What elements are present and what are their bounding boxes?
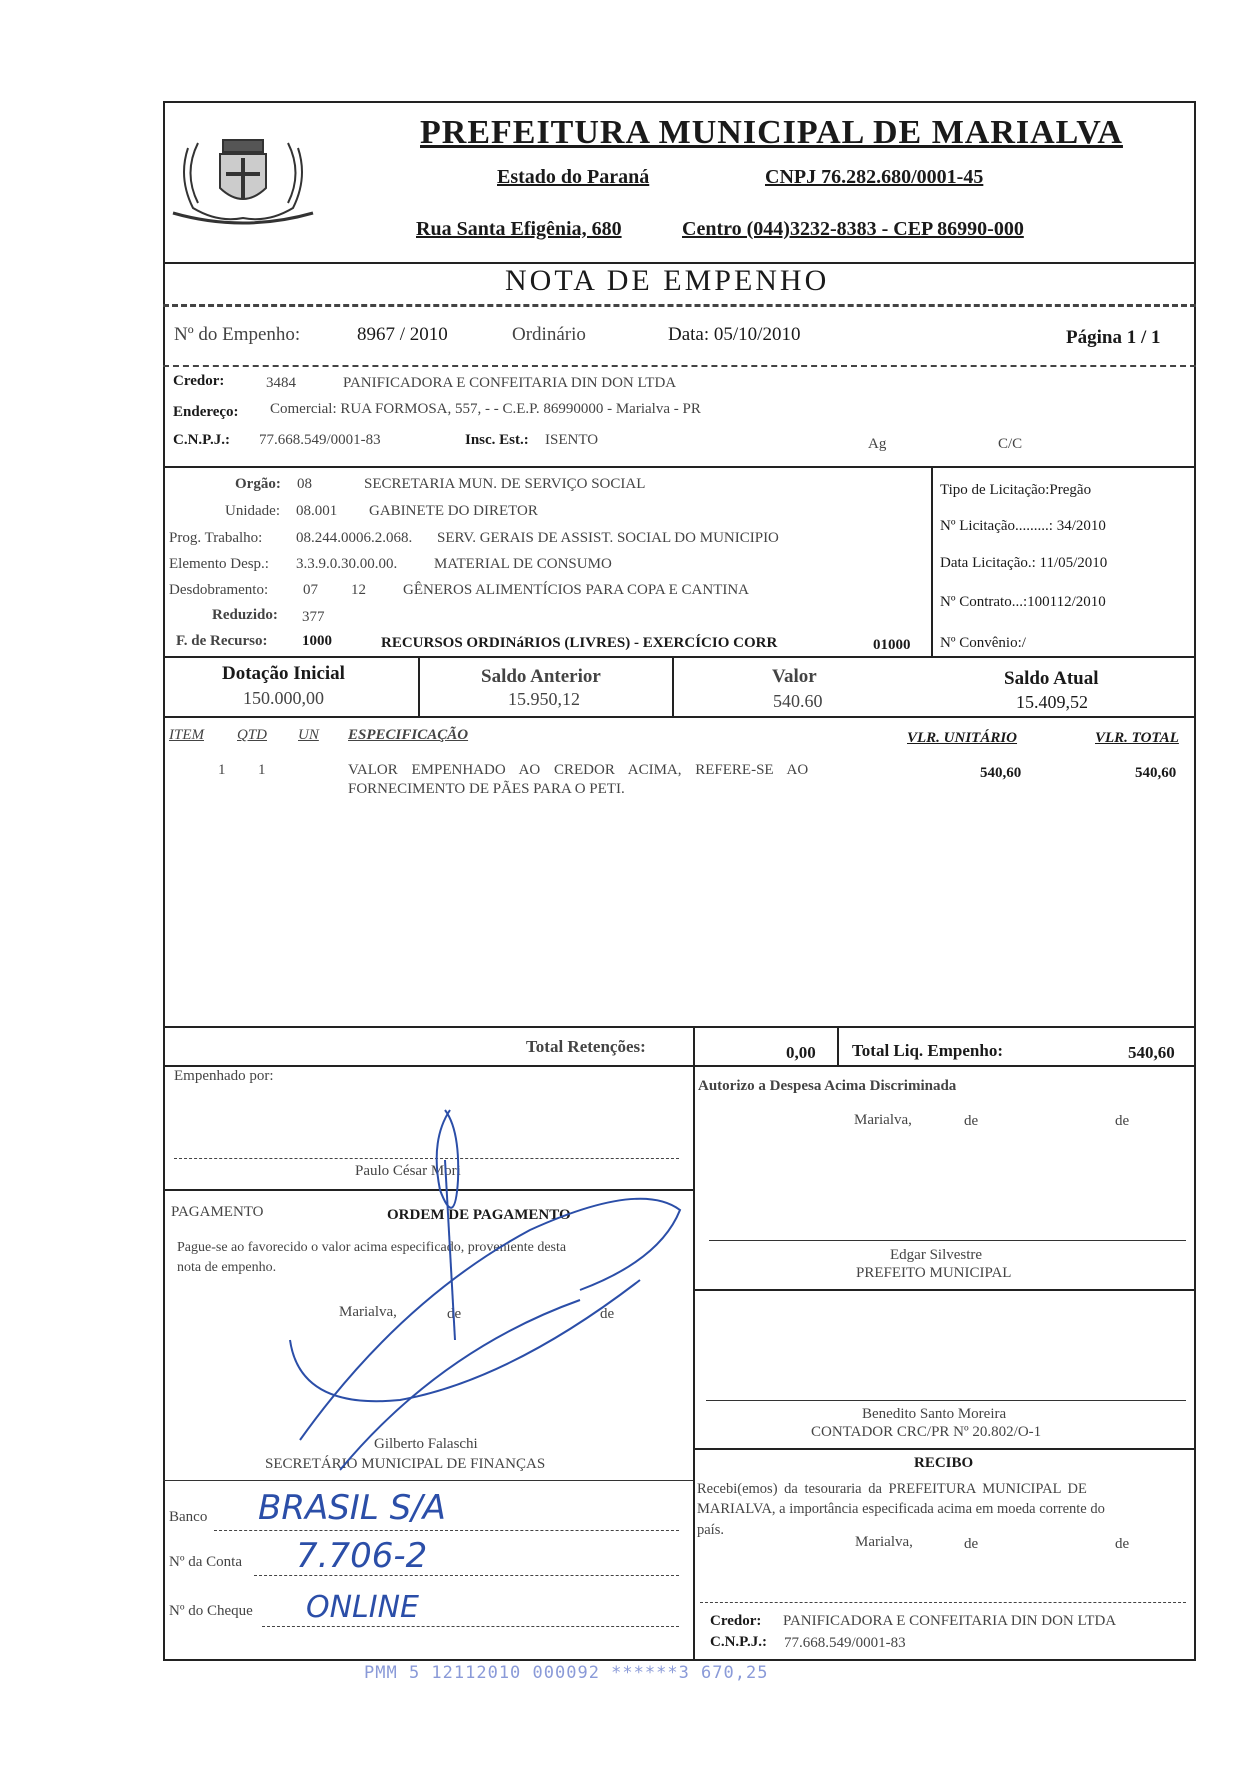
signature-scribble-icon: [280, 1100, 700, 1480]
credor-address: Comercial: RUA FORMOSA, 557, - - C.E.P. 86990000 - Marialva - PR: [270, 401, 701, 417]
total-liquido-value: 540,60: [1128, 1043, 1175, 1062]
row-qtd: 1: [258, 762, 266, 778]
ordem-pagamento-title: ORDEM DE PAGAMENTO: [387, 1207, 571, 1223]
saldo-atual-label: Saldo Atual: [1004, 668, 1099, 689]
licitacao-numero: Nº Licitação.........: 34/2010: [940, 518, 1106, 534]
pague-text-line1: Pague-se ao favorecido o valor acima especificado, proveniente desta: [177, 1240, 567, 1255]
prog-code: 08.244.0006.2.068.: [296, 530, 413, 546]
signatory-4-role: CONTADOR CRC/PR Nº 20.802/O-1: [811, 1424, 1042, 1440]
prog-name: SERV. GERAIS DE ASSIST. SOCIAL DO MUNICIPIO: [437, 530, 779, 546]
reduzido-label: Reduzido:: [212, 607, 278, 623]
licitacao-tipo: Tipo de Licitação:Pregão: [940, 482, 1092, 498]
page-number: Página 1 / 1: [1066, 327, 1161, 348]
row-desc-line2: FORNECIMENTO DE PÃES PARA O PETI.: [348, 781, 625, 797]
saldo-anterior-label: Saldo Anterior: [481, 666, 601, 687]
elemento-code: 3.3.9.0.30.00.00.: [296, 556, 398, 572]
signatory-1-name: Paulo César Mori: [355, 1163, 461, 1179]
authorization-de-2: de: [1115, 1113, 1130, 1129]
credor-name: PANIFICADORA E CONFEITARIA DIN DON LTDA: [343, 375, 677, 391]
col-un: UN: [298, 727, 319, 743]
payment-de-1: de: [447, 1306, 462, 1322]
col-vlr-unitario: VLR. UNITÁRIO: [907, 730, 1018, 746]
empenho-type: Ordinário: [512, 324, 586, 345]
saldo-atual-value: 15.409,52: [1016, 692, 1088, 712]
recibo-text-line1: Recebi(emos) da tesouraria da PREFEITURA MUNICIPAL DE: [697, 1481, 1087, 1497]
empenho-number: 8967 / 2010: [357, 324, 448, 345]
unidade-name: GABINETE DO DIRETOR: [369, 503, 538, 519]
credor-label: Credor:: [173, 373, 225, 389]
orgao-code: 08: [297, 476, 312, 492]
signatory-2-name: Gilberto Falaschi: [374, 1436, 478, 1452]
desdobramento-b: 12: [351, 582, 366, 598]
signatory-3-role: PREFEITO MUNICIPAL: [856, 1265, 1012, 1281]
bank-agency-label: Ag: [868, 436, 887, 452]
recibo-text-line3: país.: [697, 1522, 724, 1538]
header-cnpj: CNPJ 76.282.680/0001-45: [765, 166, 984, 188]
fonte-number: 01000: [873, 637, 911, 653]
document-title: NOTA DE EMPENHO: [505, 264, 830, 297]
fonte-code: 1000: [302, 633, 332, 649]
recibo-city: Marialva,: [855, 1534, 913, 1550]
payment-de-2: de: [600, 1306, 615, 1322]
desdobramento-name: GÊNEROS ALIMENTÍCIOS PARA COPA E CANTINA: [403, 582, 750, 598]
unidade-label: Unidade:: [225, 503, 280, 519]
state-name: Estado do Paraná: [497, 166, 650, 188]
autorizo-label: Autorizo a Despesa Acima Discriminada: [698, 1078, 957, 1094]
fonte-name: RECURSOS ORDINáRIOS (LIVRES) - EXERCÍCIO CORR: [381, 635, 778, 651]
col-vlr-total: VLR. TOTAL: [1095, 730, 1179, 746]
signatory-4-name: Benedito Santo Moreira: [862, 1406, 1007, 1422]
cnpj-label: C.N.P.J.:: [173, 432, 230, 448]
row-unit-value: 540,60: [980, 765, 1022, 781]
unidade-code: 08.001: [296, 503, 338, 519]
desdobramento-label: Desdobramento:: [169, 582, 269, 598]
row-desc-line1: VALOR EMPENHADO AO CREDOR ACIMA, REFERE-SE AO: [348, 762, 809, 778]
row-total-value: 540,60: [1135, 765, 1177, 781]
orgao-name: SECRETARIA MUN. DE SERVIÇO SOCIAL: [364, 476, 646, 492]
valor-label: Valor: [772, 666, 817, 687]
total-liquido-label: Total Liq. Empenho:: [852, 1041, 1003, 1060]
recibo-cnpj-label: C.N.P.J.:: [710, 1634, 767, 1650]
prog-label: Prog. Trabalho:: [169, 530, 263, 546]
recibo-title: RECIBO: [914, 1455, 974, 1471]
payment-city: Marialva,: [339, 1304, 397, 1320]
signatory-2-role: SECRETÁRIO MUNICIPAL DE FINANÇAS: [265, 1456, 546, 1472]
authorization-city: Marialva,: [854, 1112, 912, 1128]
col-qtd: QTD: [237, 727, 268, 743]
fonte-label: F. de Recurso:: [176, 633, 268, 649]
recibo-credor-label: Credor:: [710, 1613, 762, 1629]
dotacao-inicial-value: 150.000,00: [243, 688, 324, 708]
empenho-number-label: Nº do Empenho:: [174, 324, 301, 345]
valor-value: 540.60: [773, 691, 823, 711]
page-title: PREFEITURA MUNICIPAL DE MARIALVA: [420, 114, 1123, 151]
credor-code: 3484: [266, 375, 296, 391]
recibo-de-2: de: [1115, 1536, 1130, 1552]
col-especificacao: ESPECIFICAÇÃO: [348, 727, 469, 743]
conta-handwritten: 7.706-2: [296, 1536, 428, 1576]
bank-account-label: C/C: [998, 436, 1023, 452]
pague-text-line2: nota de empenho.: [177, 1260, 277, 1275]
insc-label: Insc. Est.:: [465, 432, 529, 448]
recibo-text-line2: MARIALVA, a importância especificada acima em moeda corrente do: [697, 1501, 1105, 1517]
cheque-label: Nº do Cheque: [169, 1603, 253, 1619]
cheque-handwritten: ONLINE: [306, 1590, 420, 1625]
dotacao-inicial-label: Dotação Inicial: [222, 663, 345, 684]
credor-insc: ISENTO: [545, 432, 599, 448]
empenhado-por-label: Empenhado por:: [174, 1068, 274, 1084]
banco-handwritten: BRASIL S/A: [258, 1488, 446, 1528]
licitacao-contrato: Nº Contrato...:100112/2010: [940, 594, 1106, 610]
pagamento-label: PAGAMENTO: [171, 1204, 264, 1220]
credor-cnpj: 77.668.549/0001-83: [259, 432, 381, 448]
header-phone-cep: Centro (044)3232-8383 - CEP 86990-000: [682, 218, 1024, 240]
coat-of-arms-icon: [168, 118, 318, 228]
elemento-label: Elemento Desp.:: [169, 556, 269, 572]
recibo-cnpj: 77.668.549/0001-83: [784, 1635, 906, 1651]
banco-label: Banco: [169, 1509, 208, 1525]
conta-label: Nº da Conta: [169, 1554, 242, 1570]
total-retencoes-label: Total Retenções:: [526, 1037, 646, 1056]
saldo-anterior-value: 15.950,12: [508, 689, 580, 709]
reduzido-value: 377: [302, 609, 325, 625]
desdobramento-a: 07: [303, 582, 318, 598]
elemento-name: MATERIAL DE CONSUMO: [434, 556, 612, 572]
licitacao-data: Data Licitação.: 11/05/2010: [940, 555, 1108, 571]
licitacao-convenio: Nº Convênio:/: [940, 635, 1026, 651]
signatory-3-name: Edgar Silvestre: [890, 1247, 983, 1263]
orgao-label: Orgão:: [235, 476, 281, 492]
header-address: Rua Santa Efigênia, 680: [416, 218, 622, 240]
col-item: ITEM: [169, 727, 204, 743]
empenho-date: Data: 05/10/2010: [668, 324, 801, 345]
authorization-de-1: de: [964, 1113, 979, 1129]
recibo-de-1: de: [964, 1536, 979, 1552]
print-stamp: PMM 5 12112010 000092 ******3 670,25: [364, 1663, 769, 1683]
total-retencoes-value: 0,00: [786, 1043, 816, 1062]
recibo-credor-name: PANIFICADORA E CONFEITARIA DIN DON LTDA: [783, 1613, 1117, 1629]
row-item: 1: [218, 762, 226, 778]
address-label: Endereço:: [173, 404, 239, 420]
